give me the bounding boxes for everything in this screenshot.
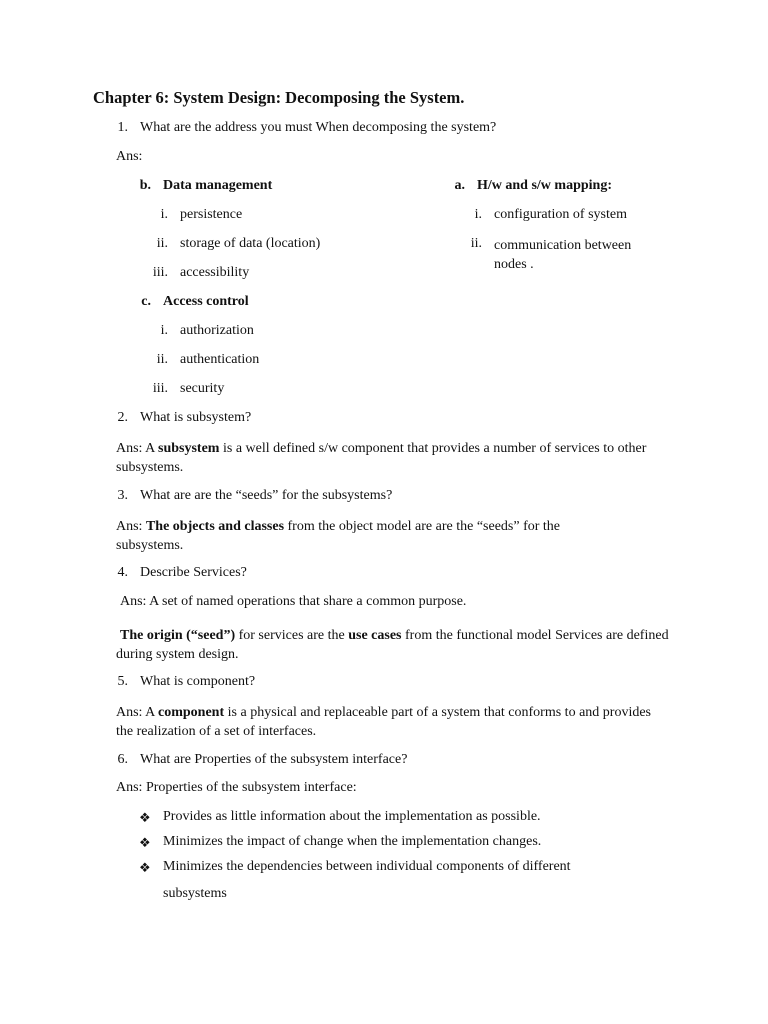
q5-number: 5. xyxy=(117,674,128,689)
q1-group-a-letter: a. xyxy=(454,178,465,193)
bullet-diamond-icon: ❖ xyxy=(139,810,151,825)
q4-number: 4. xyxy=(117,565,128,580)
q3-answer-term: The objects and classes xyxy=(145,519,285,534)
q1-a-item-num: i. xyxy=(474,207,482,222)
q1-question: What are the address you must When decomposing the system? xyxy=(140,120,497,135)
q1-group-b-heading: Data management xyxy=(163,178,273,193)
q6-bullet-text: Minimizes the dependencies between individual components of different xyxy=(163,859,571,874)
q4-origin-mid: for services are the xyxy=(235,628,349,643)
q1-ans-label: Ans: xyxy=(116,149,143,164)
q2-answer xyxy=(116,439,676,477)
q5-question: What is component? xyxy=(140,674,256,689)
q1-group-b-letter: b. xyxy=(139,178,151,193)
q1-a-item-text: configuration of system xyxy=(494,207,627,222)
q1-number: 1. xyxy=(117,120,128,135)
q1-b-item-text: storage of data (location) xyxy=(180,236,321,251)
q6-bullet-continuation: subsystems xyxy=(163,886,227,901)
bullet-diamond-icon: ❖ xyxy=(139,835,151,850)
q5-answer-rest: is a physical and replaceable part of a system that conforms to and provides the realization of a set of interfaces. xyxy=(116,705,652,739)
q3-answer-rest: from the object model are are the “seeds” for the subsystems. xyxy=(116,519,560,553)
q2-number: 2. xyxy=(117,410,128,425)
q1-a-item-num: ii. xyxy=(470,236,482,251)
page-title: Chapter 6: System Design: Decomposing the System. xyxy=(93,88,465,107)
q1-c-item-num: ii. xyxy=(156,352,168,367)
q3-answer xyxy=(116,517,626,555)
q1-c-item-text: authentication xyxy=(180,352,260,367)
q4-question: Describe Services? xyxy=(140,565,247,580)
q2-answer-rest: is a well defined s/w component that provides a number of services to other subsystems. xyxy=(116,441,647,475)
q2-answer-prefix: Ans: A xyxy=(116,441,159,456)
q1-a-item-text: communication between nodes . xyxy=(494,238,632,272)
q1-b-item-num: ii. xyxy=(156,236,168,251)
q1-group-a-heading: H/w and s/w mapping: xyxy=(477,178,612,193)
q1-group-c-heading: Access control xyxy=(163,294,249,309)
q1-b-item-num: iii. xyxy=(152,265,168,280)
q6-question: What are Properties of the subsystem interface? xyxy=(140,752,408,767)
q2-question: What is subsystem? xyxy=(140,410,252,425)
q3-number: 3. xyxy=(117,488,128,503)
q1-c-item-num: i. xyxy=(160,323,168,338)
q1-b-item-text: persistence xyxy=(180,207,243,222)
q4-origin-rest: from the functional model Services are defined during system design. xyxy=(116,628,669,662)
q1-c-item-text: security xyxy=(180,381,225,396)
q4-origin-term: The origin (“seed”) xyxy=(120,628,236,643)
q5-answer-prefix: Ans: A xyxy=(116,705,159,720)
q1-c-item-text: authorization xyxy=(180,323,254,338)
q1-c-item-num: iii. xyxy=(152,381,168,396)
q4-use-cases-term: use cases xyxy=(348,628,402,643)
q5-answer-term: component xyxy=(158,705,225,720)
q5-answer xyxy=(116,703,666,741)
q1-b-item-text: accessibility xyxy=(180,265,250,280)
q6-number: 6. xyxy=(117,752,128,767)
q3-answer-prefix: Ans: xyxy=(116,519,146,534)
q6-answer: Ans: Properties of the subsystem interface: xyxy=(116,780,357,795)
q6-bullet-text: Minimizes the impact of change when the implementation changes. xyxy=(163,834,542,849)
bullet-diamond-icon: ❖ xyxy=(139,860,151,875)
q2-answer-term: subsystem xyxy=(158,441,220,456)
q4-origin-paragraph xyxy=(116,626,676,664)
q3-question: What are are the “seeds” for the subsystems? xyxy=(140,488,393,503)
q4-answer: Ans: A set of named operations that share a common purpose. xyxy=(120,594,467,609)
q1-b-item-num: i. xyxy=(160,207,168,222)
q1-group-c-letter: c. xyxy=(141,294,151,309)
q6-bullet-text: Provides as little information about the implementation as possible. xyxy=(163,809,541,824)
